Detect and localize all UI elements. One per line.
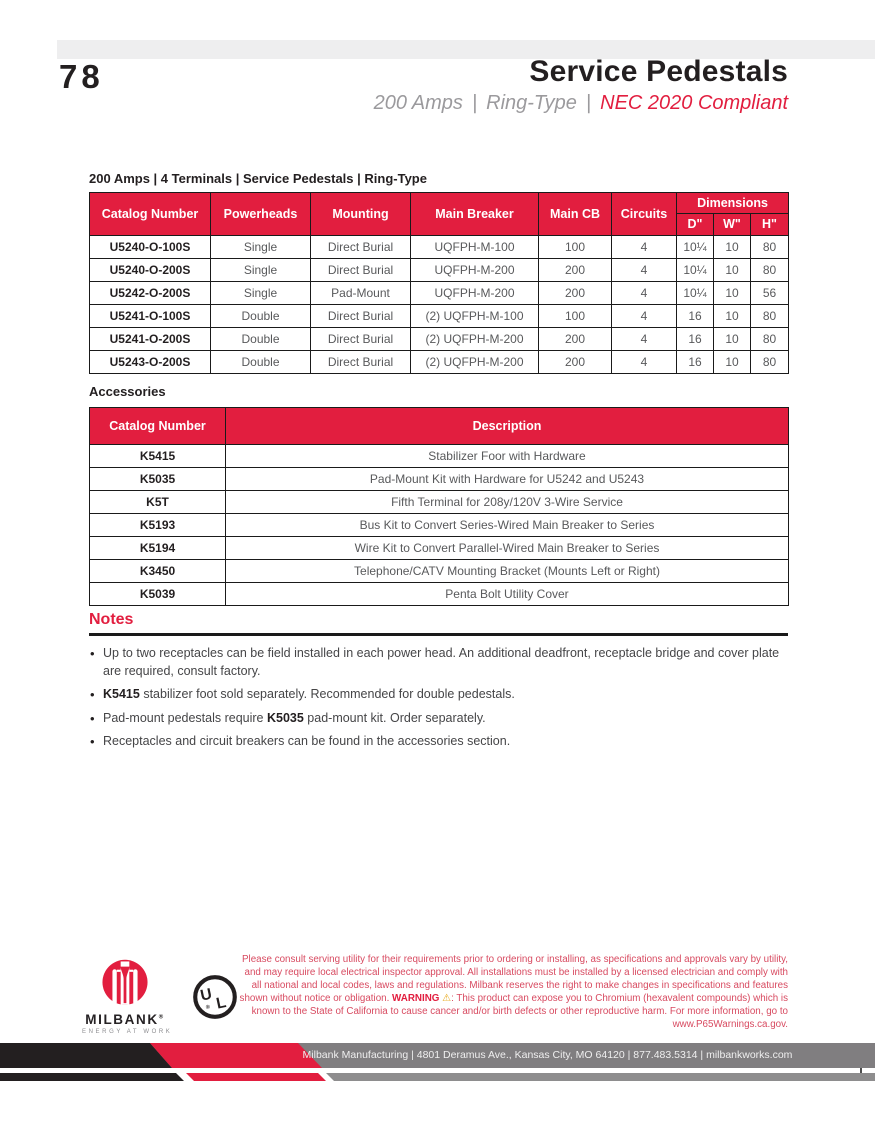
catalog-number: U5243-O-200S	[90, 351, 211, 374]
svg-text:U: U	[198, 985, 214, 1005]
table-row	[90, 468, 789, 491]
subtitle-amps: 200 Amps	[373, 92, 463, 114]
catalog-number: K5415	[90, 445, 226, 468]
width-value: 10	[714, 259, 751, 282]
main-breaker-value: (2) UQFPH-M-200	[411, 328, 539, 351]
warning-label: WARNING	[392, 992, 440, 1004]
mounting-value: Direct Burial	[311, 351, 411, 374]
milbank-tagline: ENERGY AT WORK	[82, 1029, 173, 1035]
milbank-logo	[82, 958, 173, 1035]
col-header-catalog: Catalog Number	[90, 193, 211, 236]
brand-text: MILBANK	[85, 1012, 159, 1027]
catalog-number: U5242-O-200S	[90, 282, 211, 305]
svg-text:®: ®	[205, 1004, 211, 1012]
catalog-number: U5241-O-200S	[90, 328, 211, 351]
note-text: Up to two receptacles can be field installed in each power head. An additional deadfront, receptacle bridge and cover plate are required, consult factory.	[103, 646, 780, 678]
milbank-wordmark	[82, 1012, 168, 1027]
description-value: Bus Kit to Convert Series-Wired Main Breaker to Series	[226, 514, 789, 537]
main-breaker-value: UQFPH-M-200	[411, 282, 539, 305]
powerheads-value: Single	[211, 259, 311, 282]
powerheads-value: Double	[211, 328, 311, 351]
main-cb-value: 100	[539, 305, 612, 328]
description-value: Pad-Mount Kit with Hardware for U5242 and U5243	[226, 468, 789, 491]
note-text: Receptacles and circuit breakers can be found in the accessories section.	[103, 734, 511, 748]
catalog-number: U5241-O-100S	[90, 305, 211, 328]
mounting-value: Direct Burial	[311, 328, 411, 351]
height-value: 80	[751, 351, 789, 374]
catalog-number: K5T	[90, 491, 226, 514]
legal-text: Please consult serving utility for their requirements prior to ordering or installing, as specifications and approvals vary by utility, and may require local electrical inspector approval. All installations must be installed by a licensed electrician and comply with all national and local codes, laws and regulations. Milbank reserves the right to make changes in specifications and features shown without notice or obligation.	[239, 954, 788, 1004]
accessories-table-head	[90, 408, 789, 445]
note-item	[89, 710, 788, 728]
col-header-width: W"	[714, 214, 751, 236]
table-row	[90, 305, 789, 328]
main-breaker-value: UQFPH-M-100	[411, 236, 539, 259]
depth-value: 16	[677, 328, 714, 351]
col-header-mounting: Mounting	[311, 193, 411, 236]
table-row	[90, 351, 789, 374]
main-breaker-value: UQFPH-M-200	[411, 259, 539, 282]
registered-mark: ®	[158, 1014, 165, 1021]
description-value: Stabilizer Foor with Hardware	[226, 445, 789, 468]
depth-value: 16	[677, 305, 714, 328]
note-bold: K5035	[266, 710, 304, 725]
depth-value: 10¼	[677, 236, 714, 259]
main-cb-value: 100	[539, 236, 612, 259]
height-value: 56	[751, 282, 789, 305]
legal-text: : This product can expose you to Chromium (hexavalent compounds) which is known to the State of California to cause cancer and/or birth defects or other reproductive harm. For more information, go to www.P65Warnings.ca.gov.	[251, 992, 788, 1030]
notes-divider	[89, 633, 788, 636]
height-value: 80	[751, 305, 789, 328]
col-header-main-cb: Main CB	[539, 193, 612, 236]
width-value: 10	[714, 236, 751, 259]
width-value: 10	[714, 328, 751, 351]
main-cb-value: 200	[539, 351, 612, 374]
footer-contact-info: Milbank Manufacturing | 4801 Deramus Ave., Kansas City, MO 64120 | 877.483.5314 | milbankworks.com	[302, 1049, 793, 1061]
footer-bar	[0, 1043, 875, 1068]
description-value: Telephone/CATV Mounting Bracket (Mounts Left or Right)	[226, 560, 789, 583]
table-row	[90, 560, 789, 583]
page-number: 78	[59, 58, 104, 95]
table-row	[90, 445, 789, 468]
table-row	[90, 328, 789, 351]
pedestals-section	[89, 171, 788, 374]
powerheads-value: Double	[211, 305, 311, 328]
accessories-table	[89, 407, 789, 606]
col-header-description: Description	[226, 408, 789, 445]
subtitle-nec: NEC 2020 Compliant	[600, 92, 788, 114]
col-header-catalog: Catalog Number	[90, 408, 226, 445]
table-row	[90, 236, 789, 259]
main-breaker-value: (2) UQFPH-M-100	[411, 305, 539, 328]
mounting-value: Direct Burial	[311, 236, 411, 259]
description-value: Fifth Terminal for 208y/120V 3-Wire Service	[226, 491, 789, 514]
subtitle-separator: |	[471, 92, 478, 114]
circuits-value: 4	[612, 282, 677, 305]
circuits-value: 4	[612, 236, 677, 259]
depth-value: 16	[677, 351, 714, 374]
powerheads-value: Single	[211, 236, 311, 259]
circuits-value: 4	[612, 351, 677, 374]
powerheads-value: Single	[211, 282, 311, 305]
milbank-mark-icon	[99, 958, 151, 1010]
page-subtitle	[374, 92, 788, 115]
warning-triangle-icon: ⚠	[442, 992, 452, 1004]
depth-value: 10¼	[677, 259, 714, 282]
col-header-height: H"	[751, 214, 789, 236]
col-header-main-breaker: Main Breaker	[411, 193, 539, 236]
col-header-circuits: Circuits	[612, 193, 677, 236]
catalog-number: U5240-O-100S	[90, 236, 211, 259]
width-value: 10	[714, 282, 751, 305]
pedestals-table-head	[90, 193, 789, 236]
height-value: 80	[751, 236, 789, 259]
note-text: stabilizer foot sold separately. Recommended for double pedestals.	[139, 687, 515, 701]
table-row	[90, 514, 789, 537]
pedestals-table-title: 200 Amps | 4 Terminals | Service Pedestals | Ring-Type	[89, 171, 427, 186]
catalog-number: K5194	[90, 537, 226, 560]
height-value: 80	[751, 328, 789, 351]
catalog-number: K5039	[90, 583, 226, 606]
legal-disclaimer	[237, 954, 788, 1031]
footer-accent-stripe	[0, 1073, 875, 1081]
pedestals-table	[89, 192, 789, 374]
page-header	[374, 55, 788, 115]
mounting-value: Direct Burial	[311, 259, 411, 282]
width-value: 10	[714, 351, 751, 374]
depth-value: 10¼	[677, 282, 714, 305]
subtitle-type: Ring-Type	[486, 92, 577, 114]
note-item	[89, 733, 788, 751]
col-header-powerheads: Powerheads	[211, 193, 311, 236]
powerheads-value: Double	[211, 351, 311, 374]
catalog-number: U5240-O-200S	[90, 259, 211, 282]
subtitle-separator: |	[585, 92, 592, 114]
ul-listed-icon	[192, 974, 238, 1025]
catalog-number: K5193	[90, 514, 226, 537]
note-item	[89, 686, 788, 704]
width-value: 10	[714, 305, 751, 328]
description-value: Penta Bolt Utility Cover	[226, 583, 789, 606]
note-item	[89, 645, 788, 680]
notes-heading: Notes	[89, 611, 134, 628]
mounting-value: Pad-Mount	[311, 282, 411, 305]
mounting-value: Direct Burial	[311, 305, 411, 328]
col-header-depth: D"	[677, 214, 714, 236]
col-header-dimensions: Dimensions	[677, 193, 789, 214]
main-cb-value: 200	[539, 328, 612, 351]
table-row	[90, 259, 789, 282]
circuits-value: 4	[612, 259, 677, 282]
description-value: Wire Kit to Convert Parallel-Wired Main Breaker to Series	[226, 537, 789, 560]
note-text: Pad-mount pedestals require	[103, 710, 267, 725]
table-row	[90, 537, 789, 560]
main-cb-value: 200	[539, 282, 612, 305]
table-row	[90, 491, 789, 514]
main-cb-value: 200	[539, 259, 612, 282]
note-bold: K5415	[103, 687, 140, 701]
circuits-value: 4	[612, 305, 677, 328]
svg-text:L: L	[214, 993, 228, 1013]
accessories-section	[89, 407, 788, 606]
accessories-label: Accessories	[89, 384, 166, 399]
table-row	[90, 583, 789, 606]
height-value: 80	[751, 259, 789, 282]
catalog-number: K3450	[90, 560, 226, 583]
page-title: Service Pedestals	[529, 55, 788, 88]
notes-section	[89, 611, 788, 757]
table-row	[90, 282, 789, 305]
circuits-value: 4	[612, 328, 677, 351]
main-breaker-value: (2) UQFPH-M-200	[411, 351, 539, 374]
notes-list	[89, 645, 788, 751]
catalog-number: K5035	[90, 468, 226, 491]
note-text: pad-mount kit. Order separately.	[303, 710, 486, 725]
